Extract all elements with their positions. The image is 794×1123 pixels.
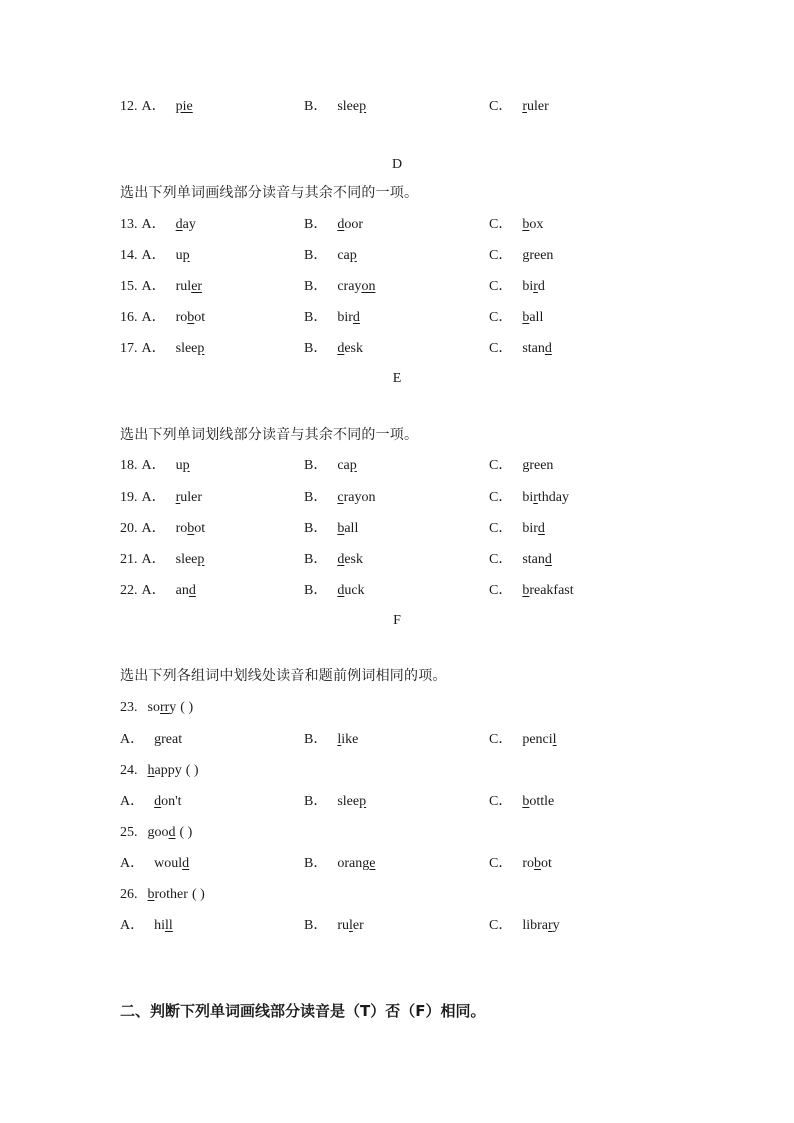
answer-blank[interactable]: ( ) [191,887,205,902]
option-c[interactable]: C． robot [489,856,552,871]
option-b[interactable]: B． cap [304,248,357,263]
option-b[interactable]: B． crayon [304,279,376,294]
option-c[interactable]: C． birthday [489,490,570,505]
question-number: 21. [120,552,138,567]
option-c[interactable]: C． pencil [489,732,557,747]
question-number: 17. [120,341,138,356]
question-number: 13. [120,217,138,232]
section-label-f: F [393,613,401,628]
option-a[interactable]: 14. A． up [120,246,190,266]
section-label-e: E [392,371,402,386]
question-number: 24. [120,763,138,778]
question-number: 26. [120,887,138,902]
question-number: 14. [120,248,138,263]
question-number: 16. [120,310,138,325]
question-number: 23. [120,700,138,715]
option-label: B． [304,99,328,114]
option-b[interactable] [304,97,366,117]
option-a[interactable]: 18. A． up [120,456,190,476]
option-b[interactable]: B． duck [304,583,365,598]
option-a[interactable]: A． hill [120,918,173,933]
question-number: 25. [120,825,138,840]
question-number: 18. [120,458,138,473]
option-a[interactable] [120,97,193,117]
option-b[interactable]: B． crayon [304,490,376,505]
answer-blank[interactable]: ( ) [180,700,194,715]
option-c[interactable] [489,97,549,117]
stem-word: happy [147,763,182,778]
option-c[interactable]: C． box [489,217,544,232]
option-a[interactable]: 13. A． day [120,215,196,235]
option-b[interactable]: B． bird [304,310,360,325]
option-c[interactable]: C． bottle [489,794,555,809]
answer-blank[interactable]: ( ) [185,763,199,778]
option-a[interactable]: 21. A． sleep [120,550,204,570]
option-b[interactable]: B． ruler [304,918,364,933]
option-c[interactable]: C． library [489,918,560,933]
stem-word: good [147,825,176,840]
option-b[interactable]: B． sleep [304,794,367,809]
option-b[interactable]: B． desk [304,341,364,356]
question-number: 20. [120,521,138,536]
option-a[interactable]: 20. A． robot [120,519,205,539]
instruction-f: 选出下列各组词中划线处读音和题前例词相同的项。 [120,668,447,684]
question-number: 15. [120,279,138,294]
option-c[interactable]: C． green [489,248,554,263]
option-c[interactable]: C． stand [489,341,552,356]
option-a[interactable]: 19. A． ruler [120,488,202,508]
instruction-d: 选出下列单词画线部分读音与其余不同的一项。 [120,185,419,201]
option-c[interactable]: C． bird [489,279,545,294]
option-b[interactable]: B． orange [304,856,376,871]
option-word: sleep [337,99,367,114]
option-label: A． [141,99,166,114]
option-c[interactable]: C． bird [489,521,545,536]
option-label: C． [489,99,513,114]
option-word: pie [175,99,193,114]
section-label-d: D [391,157,403,172]
part-two-heading: 二、判断下列单词画线部分读音是（T）否（F）相同。 [120,1002,486,1020]
option-b[interactable]: B． desk [304,552,364,567]
stem-word: brother [147,887,188,902]
question-number: 12. [120,99,138,114]
option-c[interactable]: C． ball [489,310,544,325]
option-b[interactable]: B． like [304,732,359,747]
question-number: 22. [120,583,138,598]
question-number: 19. [120,490,138,505]
option-a[interactable]: 22. A． and [120,581,196,601]
option-a[interactable]: 15. A． ruler [120,277,202,297]
option-a[interactable]: 17. A． sleep [120,339,204,359]
option-a[interactable]: A． would [120,856,190,871]
option-a[interactable]: A． don't [120,794,182,809]
option-c[interactable]: C． breakfast [489,583,574,598]
answer-blank[interactable]: ( ) [179,825,193,840]
stem-word: sorry [147,700,177,715]
option-c[interactable]: C． green [489,458,554,473]
option-c[interactable]: C． stand [489,552,552,567]
option-b[interactable]: B． ball [304,521,359,536]
instruction-e: 选出下列单词划线部分读音与其余不同的一项。 [120,427,419,443]
option-word: ruler [522,99,549,114]
option-a[interactable]: A． great [120,732,183,747]
option-b[interactable]: B． door [304,217,364,232]
option-b[interactable]: B． cap [304,458,357,473]
option-a[interactable]: 16. A． robot [120,308,205,328]
